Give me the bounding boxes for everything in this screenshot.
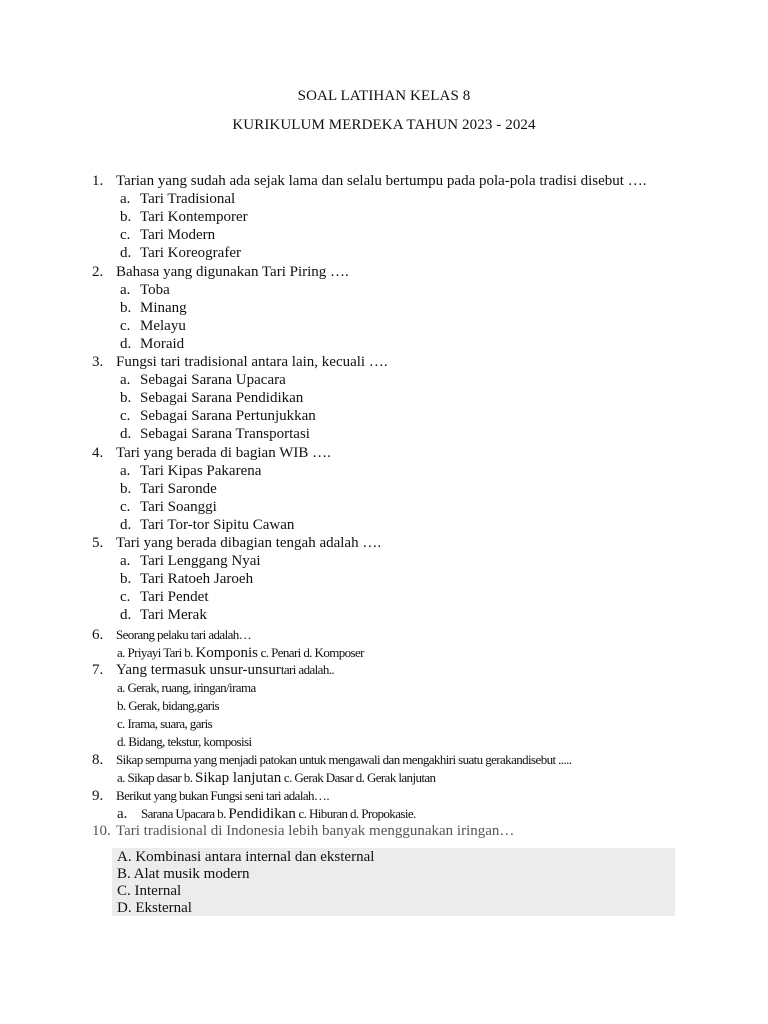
question-4	[92, 444, 331, 462]
option-1d	[120, 244, 241, 262]
option-2c	[120, 317, 186, 335]
option-text: Tari Tradisional	[140, 191, 236, 207]
answer-text: Pendidikan	[228, 806, 296, 822]
question-number: 7.	[92, 662, 104, 678]
question-text: Yang termasuk	[116, 662, 210, 678]
option-10d: D. Eksternal	[117, 900, 192, 916]
answer-text: a. Sikap dasar b.	[117, 770, 196, 785]
question-1	[92, 172, 646, 190]
question-text: unsur-unsur	[209, 662, 281, 678]
answer-line-6	[117, 644, 364, 662]
option-text: Tari Pendet	[140, 589, 209, 605]
option-1b	[120, 208, 248, 226]
option-4d	[120, 516, 294, 534]
question-number: 10.	[92, 823, 111, 839]
option-7a: a. Gerak, ruang, iringan/irama	[117, 680, 256, 695]
question-text: Seorang pelaku tari adalah…	[116, 627, 252, 642]
option-letter: c.	[120, 499, 131, 515]
question-8	[92, 751, 571, 769]
question-9	[92, 787, 329, 805]
option-text: Tari Kipas Pakarena	[140, 463, 262, 479]
question-text: Tari tradisional di Indonesia lebih banyak menggunakan iringan…	[116, 823, 515, 839]
option-letter: d.	[120, 245, 132, 261]
option-3c	[120, 407, 316, 425]
answer-text: Sarana Upacara b.	[141, 806, 229, 821]
option-text: Tari Tor-tor Sipitu Cawan	[140, 517, 295, 533]
option-letter: d.	[120, 336, 132, 352]
option-text: Sebagai Sarana Upacara	[140, 372, 286, 388]
option-3a	[120, 371, 286, 389]
option-4b	[120, 480, 217, 498]
question-5	[92, 534, 381, 552]
option-letter: c.	[120, 227, 131, 243]
option-letter: c.	[120, 408, 131, 424]
answer-text: Komponis	[195, 645, 258, 661]
answer-text: c. Penari d. Komposer	[257, 645, 364, 660]
option-letter: a.	[120, 463, 131, 479]
question-number: 9.	[92, 788, 104, 804]
page-title: SOAL LATIHAN KELAS 8	[297, 88, 471, 104]
option-text: Sebagai Sarana Pertunjukkan	[140, 408, 316, 424]
question-text: Bahasa yang digunakan Tari Piring ….	[116, 264, 349, 280]
option-text: Tari Modern	[140, 227, 216, 243]
option-text: Tari Kontemporer	[140, 209, 248, 225]
option-text: Tari Soanggi	[140, 499, 217, 515]
option-letter: b.	[120, 571, 132, 587]
option-text: Minang	[140, 300, 187, 316]
option-3d	[120, 425, 310, 443]
option-7b: b. Gerak, bidang,garis	[117, 698, 219, 713]
option-5c	[120, 588, 209, 606]
question-number: 4.	[92, 445, 104, 461]
question-number: 1.	[92, 173, 104, 189]
option-text: Toba	[140, 282, 170, 298]
question-text: tari adalah..	[280, 662, 335, 677]
option-5d	[120, 606, 207, 624]
option-letter: c.	[120, 589, 131, 605]
answer-line-9	[117, 805, 416, 823]
option-text: Tari Saronde	[140, 481, 217, 497]
answer-text: Sikap lanjutan	[195, 770, 282, 786]
option-text: Melayu	[140, 318, 186, 334]
answer-text: c. Gerak Dasar d. Gerak lanjutan	[281, 770, 436, 785]
option-text: Tari Merak	[140, 607, 207, 623]
answer-text: c. Hiburan d. Propokasie.	[295, 806, 416, 821]
option-letter: a.	[120, 553, 131, 569]
option-2b	[120, 299, 187, 317]
option-letter: b.	[120, 481, 132, 497]
option-letter: b.	[120, 390, 132, 406]
option-2a	[120, 281, 170, 299]
option-10c: C. Internal	[117, 883, 182, 899]
option-7c: c. Irama, suara, garis	[117, 716, 213, 731]
option-10b: B. Alat musik modern	[117, 866, 250, 882]
question-number: 8.	[92, 752, 104, 768]
answer-line-8	[117, 769, 435, 787]
option-text: Tari Lenggang Nyai	[140, 553, 261, 569]
question-number: 6.	[92, 627, 104, 643]
question-6	[92, 626, 251, 644]
option-text: Tari Koreografer	[140, 245, 241, 261]
question-text: Fungsi tari tradisional antara lain, kecuali ….	[116, 354, 388, 370]
option-letter: a.	[120, 282, 131, 298]
option-2d	[120, 335, 184, 353]
option-letter: a.	[120, 372, 131, 388]
option-text: Tari Ratoeh Jaroeh	[140, 571, 254, 587]
option-1a	[120, 190, 235, 208]
option-letter: b.	[120, 300, 132, 316]
question-text: Tarian yang sudah ada sejak lama dan selalu bertumpu pada pola-pola tradisi disebut ….	[116, 173, 647, 189]
option-4c	[120, 498, 217, 516]
answer-text: a. Priyayi Tari b.	[117, 645, 196, 660]
option-letter: a.	[120, 191, 131, 207]
question-7	[92, 661, 334, 679]
question-text: Tari yang berada di bagian WIB ….	[116, 445, 331, 461]
question-number: 5.	[92, 535, 104, 551]
question-number: 3.	[92, 354, 104, 370]
option-3b	[120, 389, 303, 407]
option-letter: c.	[120, 318, 131, 334]
option-letter: a.	[117, 806, 128, 822]
question-text: Berikut yang bukan Fungsi seni tari adalah….	[116, 788, 329, 803]
question-text: Tari yang berada dibagian tengah adalah ….	[116, 535, 382, 551]
option-letter: b.	[120, 209, 132, 225]
option-letter: d.	[120, 426, 132, 442]
option-5a	[120, 552, 261, 570]
option-1c	[120, 226, 215, 244]
option-10a: A. Kombinasi antara internal dan eksternal	[117, 849, 375, 865]
question-text: Sikap sempurna yang menjadi patokan untuk mengawali dan mengakhiri suatu gerakandisebut .....	[116, 752, 572, 767]
page-subtitle: KURIKULUM MERDEKA TAHUN 2023 - 2024	[232, 117, 536, 133]
question-2	[92, 263, 349, 281]
option-letter: d.	[120, 517, 132, 533]
option-5b	[120, 570, 253, 588]
option-text: Moraid	[140, 336, 185, 352]
option-7d: d. Bidang, tekstur, komposisi	[117, 734, 252, 749]
option-letter: d.	[120, 607, 132, 623]
option-4a	[120, 462, 261, 480]
question-3	[92, 353, 388, 371]
option-text: Sebagai Sarana Pendidikan	[140, 390, 304, 406]
option-text: Sebagai Sarana Transportasi	[140, 426, 310, 442]
question-10	[92, 822, 514, 840]
question-number: 2.	[92, 264, 104, 280]
